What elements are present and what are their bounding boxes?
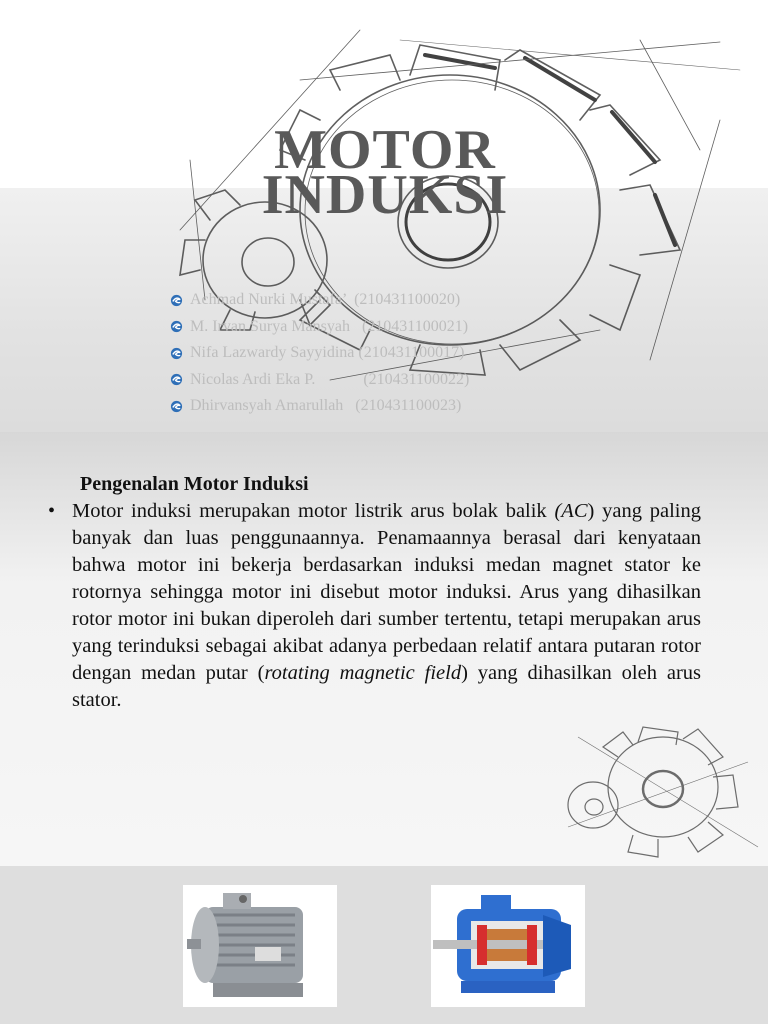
author-name: Nicolas Ardi Eka P. (210431100022) [190, 370, 470, 388]
swirl-bullet-icon [170, 320, 183, 333]
author-name: Dhirvansyah Amarullah (210431100023) [190, 397, 462, 414]
author-item [170, 340, 469, 367]
swirl-bullet-icon [170, 347, 183, 360]
images-slide [0, 866, 768, 1024]
author-item [170, 367, 469, 394]
motor-sketch-small [548, 717, 768, 866]
intro-slide [0, 432, 768, 866]
swirl-bullet-icon [170, 400, 183, 413]
bullet-marker: • [48, 500, 56, 522]
body-text-italic: rotating magnetic field [264, 662, 462, 684]
author-item [170, 314, 469, 341]
author-name: M. Irvan Surya Mansyah (210431100021) [190, 317, 469, 335]
body-text: ) yang dihasilkan oleh arus stator. [72, 662, 702, 711]
body-text: Motor induksi merupakan motor listrik arus bolak balik [72, 500, 555, 522]
swirl-bullet-icon [170, 294, 183, 307]
induction-motor-cutaway-illustration [431, 885, 585, 1007]
body-paragraph [72, 498, 701, 714]
title-line-1: MOTOR [274, 119, 496, 181]
body-text-italic: (AC [554, 500, 588, 522]
title-line-2: INDUKSI [261, 164, 509, 226]
swirl-bullet-icon [170, 373, 183, 386]
motor-photo-graphic [183, 885, 337, 1007]
author-name: Nifa Lazwardy Sayyidina (210431100017) [190, 344, 465, 361]
slide-title [200, 119, 570, 226]
motor-cutaway-graphic [431, 885, 585, 1007]
author-item [170, 393, 469, 420]
induction-motor-photo [183, 885, 337, 1007]
body-text: ) yang paling banyak dan luas penggunaannya. Penamaannya berasal dari kenyataan bahwa motor ini bekerja berdasarkan induksi medan magnet stator ke rotornya sehingga motor ini disebut motor induksi. Arus yang dihasilkan rotor motor ini bukan diperoleh dari sumber tertentu, tetapi merupakan arus yang terinduksi sebagai akibat adanya perbedaan relatif antara putaran rotor dengan medan putar ( [72, 500, 701, 684]
author-name: Achmad Nurki Mustafa’ (210431100020) [190, 291, 461, 308]
author-item [170, 287, 469, 314]
title-slide [0, 0, 768, 432]
author-list [170, 287, 469, 420]
section-heading: Pengenalan Motor Induksi [80, 473, 309, 495]
